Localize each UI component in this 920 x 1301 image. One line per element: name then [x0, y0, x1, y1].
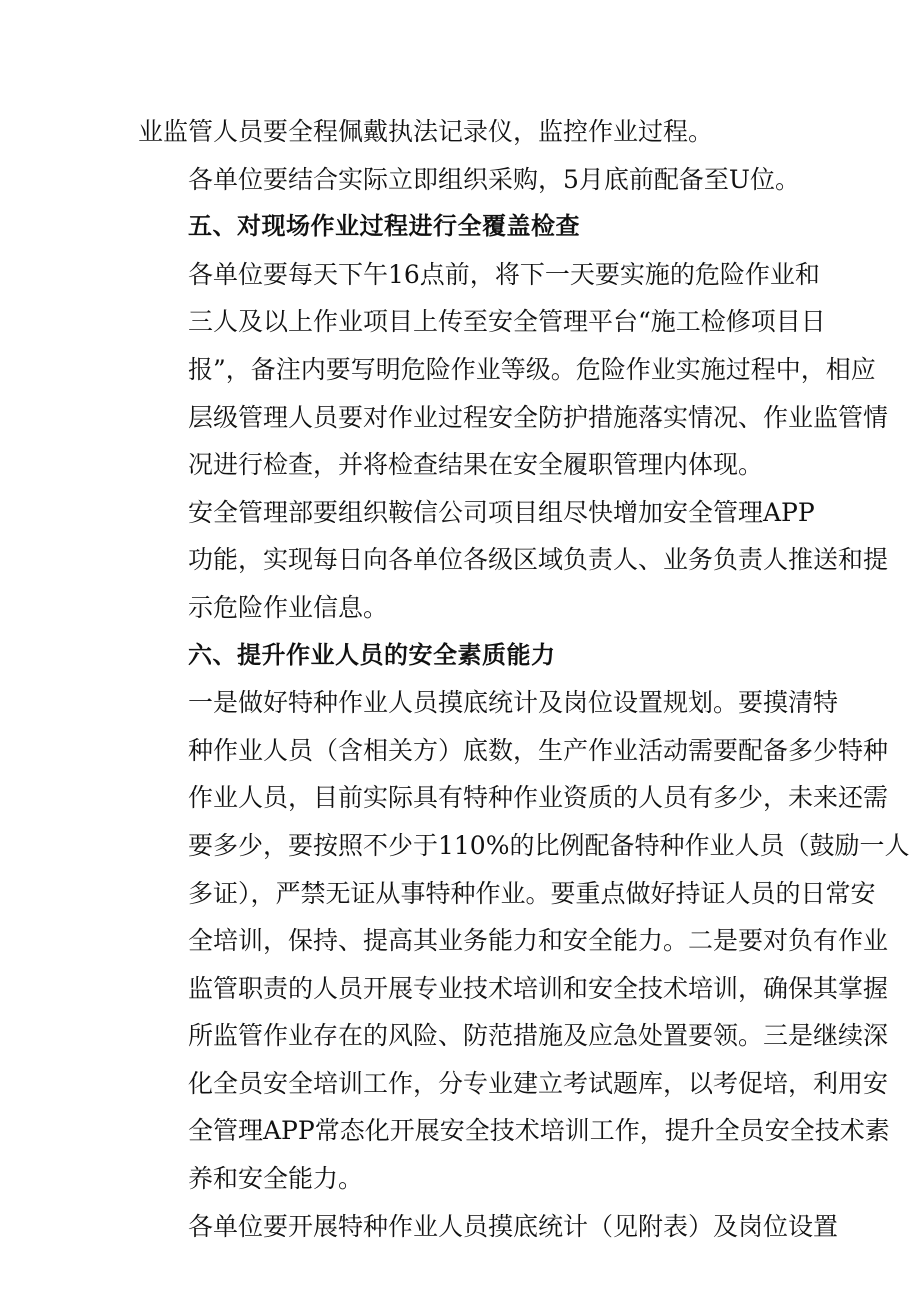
text-line: 养和安全能力。 [188, 1164, 364, 1194]
section-heading [138, 203, 786, 251]
paragraph [138, 251, 889, 489]
text-line: 报”，备注内要写明危险作业等级。危险作业实施过程中，相应 [188, 354, 876, 384]
text-line: 所监管作业存在的风险、防范措施及应急处置要领。三是继续深 [188, 1021, 889, 1051]
text-line: 五、对现场作业过程进行全覆盖检查 [188, 212, 580, 241]
text-line: 业监管人员要全程佩戴执法记录仪，监控作业过程。 [138, 117, 714, 146]
text-line: 示危险作业信息。 [188, 592, 389, 622]
paragraph [138, 156, 800, 204]
text-line: 功能，实现每日向各单位各级区域负责人、业务负责人推送和提 [188, 545, 889, 575]
text-line: 多证），严禁无证从事特种作业。要重点做好持证人员的日常安 [188, 878, 876, 908]
text-line: 况进行检查，并将检查结果在安全履职管理内体现。 [188, 450, 764, 480]
text-line: 监管职责的人员开展专业技术培训和安全技术培训，确保其掌握 [188, 973, 889, 1003]
paragraph-continuation [138, 108, 786, 156]
text-line: 作业人员，目前实际具有特种作业资质的人员有多少，未来还需 [188, 783, 889, 813]
paragraph [138, 679, 910, 1203]
text-line: 安全管理部要组织鞍信公司项目组尽快增加安全管理APP [188, 497, 815, 527]
text-line: 六、提升作业人员的安全素质能力 [188, 640, 556, 669]
section-heading [138, 632, 786, 680]
paragraph [138, 1203, 839, 1251]
text-line: 要多少，要按照不少于110%的比例配备特种作业人员（鼓励一人 [188, 830, 910, 860]
paragraph [138, 489, 889, 632]
text-line: 全培训，保持、提高其业务能力和安全能力。二是要对负有作业 [188, 926, 889, 956]
text-line: 一是做好特种作业人员摸底统计及岗位设置规划。要摸清特 [188, 688, 839, 718]
text-line: 全管理APP常态化开展安全技术培训工作，提升全员安全技术素 [188, 1116, 890, 1146]
text-line: 化全员安全培训工作，分专业建立考试题库，以考促培，利用安 [188, 1068, 889, 1098]
text-line: 各单位要开展特种作业人员摸底统计（见附表）及岗位设置 [188, 1211, 839, 1241]
text-line: 各单位要结合实际立即组织采购，5月底前配备至U位。 [188, 164, 800, 194]
text-line: 层级管理人员要对作业过程安全防护措施落实情况、作业监管情 [188, 402, 889, 432]
text-line: 各单位要每天下午16点前，将下一天要实施的危险作业和 [188, 259, 820, 289]
document-body [138, 108, 910, 1250]
text-line: 种作业人员（含相关方）底数，生产作业活动需要配备多少特种 [188, 735, 889, 765]
text-line: 三人及以上作业项目上传至安全管理平台“施工检修项目日 [188, 307, 826, 337]
